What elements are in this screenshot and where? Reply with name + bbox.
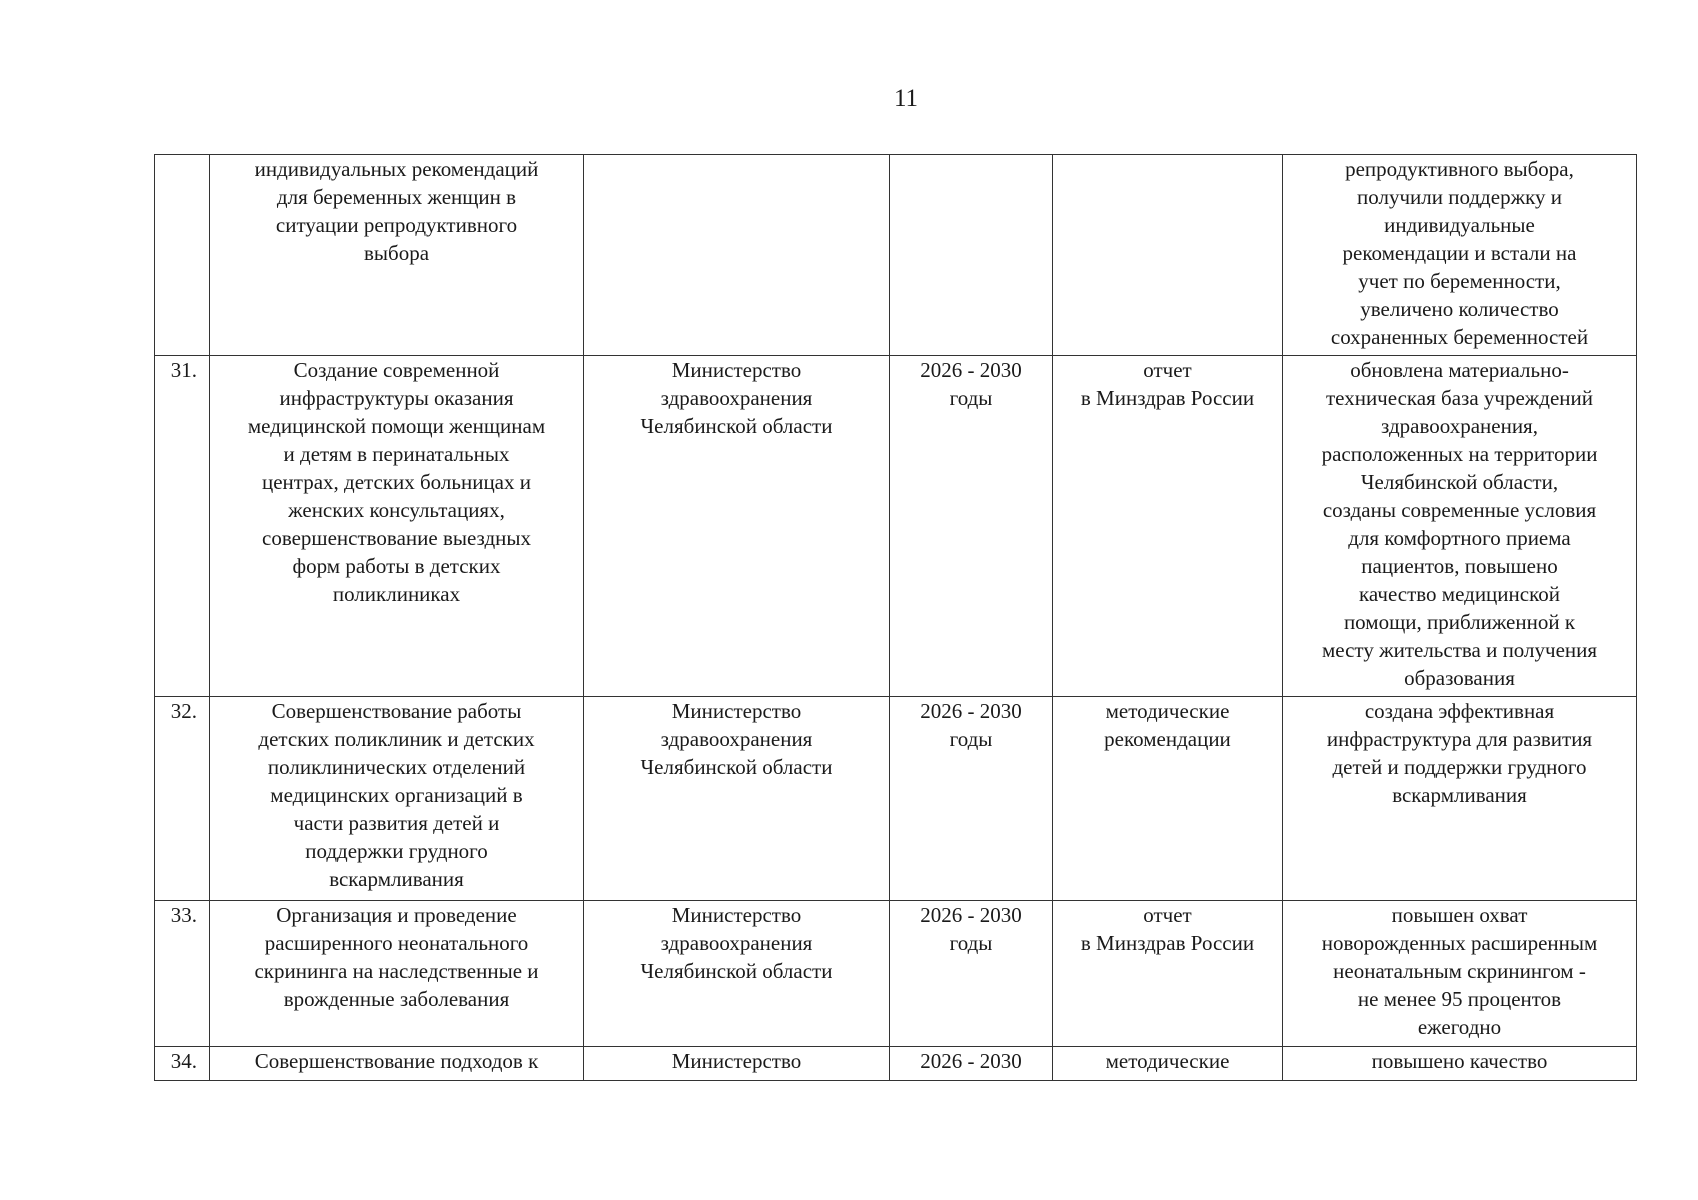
row-number (155, 155, 210, 356)
result-cell: повышен охват новорожденных расширенным неонатальным скринингом - не менее 95 процентов ежегодно (1283, 901, 1637, 1047)
row-number: 33. (155, 901, 210, 1047)
period-cell: 2026 - 2030 годы (890, 697, 1053, 901)
row-number: 32. (155, 697, 210, 901)
report-cell: методические рекомендации (1053, 697, 1283, 901)
action-cell: Совершенствование подходов к (210, 1047, 584, 1081)
action-cell: индивидуальных рекомендаций для беременных женщин в ситуации репродуктивного выбора (210, 155, 584, 356)
report-cell: отчет в Минздрав России (1053, 356, 1283, 697)
result-cell: повышено качество (1283, 1047, 1637, 1081)
report-cell (1053, 155, 1283, 356)
period-cell (890, 155, 1053, 356)
responsible-cell: Министерство (584, 1047, 890, 1081)
table-row (155, 901, 1637, 1047)
responsible-cell: Министерство здравоохранения Челябинской области (584, 356, 890, 697)
action-cell: Создание современной инфраструктуры оказания медицинской помощи женщинам и детям в перинатальных центрах, детских больницах и женских консультациях, совершенствование выездных форм работы в детских поликлиниках (210, 356, 584, 697)
report-cell: методические (1053, 1047, 1283, 1081)
responsible-cell: Министерство здравоохранения Челябинской области (584, 697, 890, 901)
period-cell: 2026 - 2030 годы (890, 901, 1053, 1047)
result-cell: создана эффективная инфраструктура для развития детей и поддержки грудного вскармливания (1283, 697, 1637, 901)
responsible-cell: Министерство здравоохранения Челябинской области (584, 901, 890, 1047)
period-cell: 2026 - 2030 годы (890, 356, 1053, 697)
table-row (155, 697, 1637, 901)
action-cell: Совершенствование работы детских поликлиник и детских поликлинических отделений медицинских организаций в части развития детей и поддержки грудного вскармливания (210, 697, 584, 901)
action-cell: Организация и проведение расширенного неонатального скрининга на наследственные и врожденные заболевания (210, 901, 584, 1047)
table-row (155, 356, 1637, 697)
period-cell: 2026 - 2030 (890, 1047, 1053, 1081)
measures-table (154, 154, 1637, 1081)
row-number: 31. (155, 356, 210, 697)
table-row (155, 1047, 1637, 1081)
report-cell: отчет в Минздрав России (1053, 901, 1283, 1047)
result-cell: обновлена материально- техническая база учреждений здравоохранения, расположенных на территории Челябинской области, созданы современные условия для комфортного приема пациентов, повышено качество медицинской помощи, приближенной к месту жительства и получения образования (1283, 356, 1637, 697)
row-number: 34. (155, 1047, 210, 1081)
page-number: 11 (893, 85, 919, 112)
result-cell: репродуктивного выбора, получили поддержку и индивидуальные рекомендации и встали на учет по беременности, увеличено количество сохраненных беременностей (1283, 155, 1637, 356)
responsible-cell (584, 155, 890, 356)
table-row (155, 155, 1637, 356)
